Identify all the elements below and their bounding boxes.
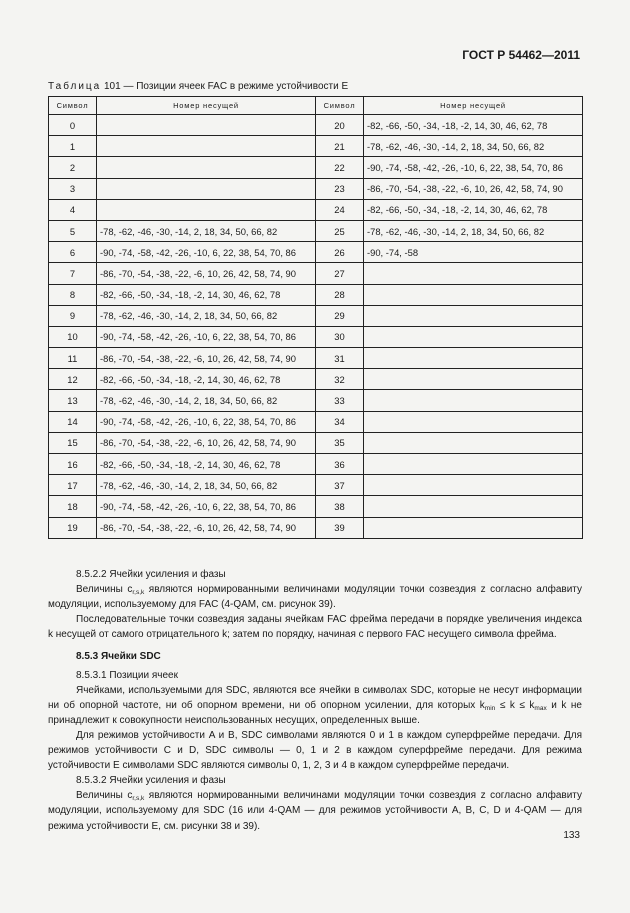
table-row xyxy=(49,136,583,157)
symbol-cell: 27 xyxy=(316,263,364,284)
carrier-cell: -78, -62, -46, -30, -14, 2, 18, 34, 50, 66, 82 xyxy=(97,390,316,411)
carrier-cell: -82, -66, -50, -34, -18, -2, 14, 30, 46, 62, 78 xyxy=(97,369,316,390)
table-row xyxy=(49,178,583,199)
symbol-cell: 35 xyxy=(316,432,364,453)
section-853-title: 8.5.3 Ячейки SDC xyxy=(76,651,161,663)
carrier-cell xyxy=(364,517,583,538)
symbol-cell: 21 xyxy=(316,136,364,157)
symbol-cell: 25 xyxy=(316,220,364,241)
carrier-cell xyxy=(364,475,583,496)
symbol-cell: 14 xyxy=(49,411,97,432)
carrier-cell xyxy=(364,263,583,284)
document-id: ГОСТ Р 54462—2011 xyxy=(462,48,580,62)
fac-positions-table xyxy=(48,96,583,539)
carrier-cell xyxy=(364,496,583,517)
table-row xyxy=(49,454,583,475)
text-fragment: Величины c xyxy=(76,790,133,802)
symbol-cell: 31 xyxy=(316,348,364,369)
table-row xyxy=(49,115,583,136)
symbol-cell: 12 xyxy=(49,369,97,390)
symbol-cell: 28 xyxy=(316,284,364,305)
text-fragment: ≤ k ≤ k xyxy=(495,699,535,711)
table-row xyxy=(49,432,583,453)
carrier-cell xyxy=(364,305,583,326)
carrier-cell xyxy=(97,199,316,220)
carrier-cell xyxy=(364,390,583,411)
subscript: min xyxy=(484,704,496,712)
carrier-cell xyxy=(97,157,316,178)
body-text xyxy=(48,567,582,834)
carrier-cell xyxy=(364,432,583,453)
text-fragment: и k не принадлежит к совокупности неиспользованных несущих, определенных выше. xyxy=(48,699,582,726)
header-symbol-right: Символ xyxy=(316,97,364,115)
carrier-cell xyxy=(97,136,316,157)
symbol-cell: 7 xyxy=(49,263,97,284)
carrier-cell xyxy=(364,326,583,347)
symbol-cell: 34 xyxy=(316,411,364,432)
symbol-cell: 2 xyxy=(49,157,97,178)
carrier-cell: -90, -74, -58 xyxy=(364,242,583,263)
symbol-cell: 5 xyxy=(49,220,97,241)
section-8531-title: 8.5.3.1 Позиции ячеек xyxy=(76,669,178,681)
symbol-cell: 26 xyxy=(316,242,364,263)
symbol-cell: 4 xyxy=(49,199,97,220)
symbol-cell: 29 xyxy=(316,305,364,326)
text-fragment: являются нормированными величинами модуляции точки созвездия z согласно алфавиту модуляции, используемому для FAC (4-QAM, см. рисунок 39). xyxy=(48,584,582,611)
table-row xyxy=(49,496,583,517)
carrier-cell: -90, -74, -58, -42, -26, -10, 6, 22, 38, 54, 70, 86 xyxy=(97,326,316,347)
carrier-cell: -90, -74, -58, -42, -26, -10, 6, 22, 38, 54, 70, 86 xyxy=(97,411,316,432)
table-row xyxy=(49,475,583,496)
carrier-cell: -86, -70, -54, -38, -22, -6, 10, 26, 42, 58, 74, 90 xyxy=(97,348,316,369)
symbol-cell: 6 xyxy=(49,242,97,263)
carrier-cell: -82, -66, -50, -34, -18, -2, 14, 30, 46, 62, 78 xyxy=(364,115,583,136)
symbol-cell: 8 xyxy=(49,284,97,305)
table-caption-label: Таблица xyxy=(48,81,102,92)
carrier-cell: -78, -62, -46, -30, -14, 2, 18, 34, 50, 66, 82 xyxy=(97,475,316,496)
symbol-cell: 0 xyxy=(49,115,97,136)
subscript: max xyxy=(534,704,547,712)
carrier-cell: -86, -70, -54, -38, -22, -6, 10, 26, 42, 58, 74, 90 xyxy=(364,178,583,199)
carrier-cell xyxy=(97,178,316,199)
symbol-cell: 20 xyxy=(316,115,364,136)
table-row xyxy=(49,220,583,241)
carrier-cell: -78, -62, -46, -30, -14, 2, 18, 34, 50, 66, 82 xyxy=(97,220,316,241)
symbol-cell: 39 xyxy=(316,517,364,538)
carrier-cell: -82, -66, -50, -34, -18, -2, 14, 30, 46, 62, 78 xyxy=(97,454,316,475)
section-8522-paragraph-2: Последовательные точки созвездия заданы ячейкам FAC фрейма передачи в порядке увеличения индекса k несущей от самого отрицательного k; затем по порядку, начиная с первого FAC несущего символа фрейма. xyxy=(48,614,582,641)
symbol-cell: 3 xyxy=(49,178,97,199)
table-row xyxy=(49,326,583,347)
symbol-cell: 1 xyxy=(49,136,97,157)
table-row xyxy=(49,157,583,178)
section-8532-paragraph-1 xyxy=(48,788,582,833)
header-carrier-left: Номер несущей xyxy=(97,97,316,115)
table-row xyxy=(49,242,583,263)
symbol-cell: 13 xyxy=(49,390,97,411)
carrier-cell: -82, -66, -50, -34, -18, -2, 14, 30, 46, 62, 78 xyxy=(97,284,316,305)
carrier-cell: -86, -70, -54, -38, -22, -6, 10, 26, 42, 58, 74, 90 xyxy=(97,263,316,284)
carrier-cell: -78, -62, -46, -30, -14, 2, 18, 34, 50, 66, 82 xyxy=(364,136,583,157)
carrier-cell xyxy=(364,348,583,369)
carrier-cell xyxy=(97,115,316,136)
symbol-cell: 24 xyxy=(316,199,364,220)
symbol-cell: 22 xyxy=(316,157,364,178)
table-row xyxy=(49,284,583,305)
symbol-cell: 19 xyxy=(49,517,97,538)
carrier-cell: -90, -74, -58, -42, -26, -10, 6, 22, 38, 54, 70, 86 xyxy=(97,242,316,263)
header-symbol-left: Символ xyxy=(49,97,97,115)
symbol-cell: 9 xyxy=(49,305,97,326)
table-row xyxy=(49,199,583,220)
carrier-cell xyxy=(364,454,583,475)
table-caption xyxy=(48,81,348,92)
table-caption-text: 101 — Позиции ячеек FAC в режиме устойчивости E xyxy=(104,81,349,92)
page-number: 133 xyxy=(563,830,580,841)
text-fragment: являются нормированными величинами модуляции точки созвездия z согласно алфавиту модуляции, используемому для SDC (16 или 4-QAM — для режимов устойчивости A, B, C, D и 4-QAM — для режима устойчивости E, см. рисунки 38 и 39). xyxy=(48,790,582,832)
carrier-cell xyxy=(364,284,583,305)
header-carrier-right: Номер несущей xyxy=(364,97,583,115)
symbol-cell: 10 xyxy=(49,326,97,347)
text-fragment: Величины c xyxy=(76,584,133,596)
symbol-cell: 38 xyxy=(316,496,364,517)
symbol-cell: 33 xyxy=(316,390,364,411)
carrier-cell: -90, -74, -58, -42, -26, -10, 6, 22, 38, 54, 70, 86 xyxy=(364,157,583,178)
symbol-cell: 16 xyxy=(49,454,97,475)
carrier-cell: -78, -62, -46, -30, -14, 2, 18, 34, 50, 66, 82 xyxy=(364,220,583,241)
table-row xyxy=(49,263,583,284)
symbol-cell: 23 xyxy=(316,178,364,199)
symbol-cell: 30 xyxy=(316,326,364,347)
carrier-cell: -90, -74, -58, -42, -26, -10, 6, 22, 38, 54, 70, 86 xyxy=(97,496,316,517)
table-row xyxy=(49,369,583,390)
symbol-cell: 32 xyxy=(316,369,364,390)
symbol-cell: 17 xyxy=(49,475,97,496)
table-row xyxy=(49,305,583,326)
section-8522-paragraph-1 xyxy=(48,582,582,612)
symbol-cell: 11 xyxy=(49,348,97,369)
text-fragment: Ячейками, используемыми для SDC, являются все ячейки в символах SDC, которые не несут информации ни об опорной частоте, ни об опорном времени, ни об опорном усилении, для которых k xyxy=(48,684,582,711)
carrier-cell xyxy=(364,411,583,432)
table-row xyxy=(49,348,583,369)
symbol-cell: 37 xyxy=(316,475,364,496)
subscript: r,s,k xyxy=(132,589,145,597)
symbol-cell: 15 xyxy=(49,432,97,453)
carrier-cell xyxy=(364,369,583,390)
carrier-cell: -86, -70, -54, -38, -22, -6, 10, 26, 42, 58, 74, 90 xyxy=(97,517,316,538)
table-row xyxy=(49,411,583,432)
symbol-cell: 36 xyxy=(316,454,364,475)
table-row xyxy=(49,517,583,538)
carrier-cell: -86, -70, -54, -38, -22, -6, 10, 26, 42, 58, 74, 90 xyxy=(97,432,316,453)
section-8531-paragraph-2: Для режимов устойчивости A и B, SDC символами являются 0 и 1 в каждом суперфрейме передачи. Для режимов устойчивости C и D, SDC символы — 0, 1 и 2 в каждом суперфрейме передачи. Для режима устойчивости E символами SDC являются символы 0, 1, 2, 3 и 4 в каждом суперфрейме передачи. xyxy=(48,729,582,772)
carrier-cell: -78, -62, -46, -30, -14, 2, 18, 34, 50, 66, 82 xyxy=(97,305,316,326)
table-row xyxy=(49,390,583,411)
subscript: r,s,k xyxy=(132,795,145,803)
table-header-row xyxy=(49,97,583,115)
section-8532-title: 8.5.3.2 Ячейки усиления и фазы xyxy=(76,775,226,787)
symbol-cell: 18 xyxy=(49,496,97,517)
section-8531-paragraph-1 xyxy=(48,683,582,728)
carrier-cell: -82, -66, -50, -34, -18, -2, 14, 30, 46, 62, 78 xyxy=(364,199,583,220)
section-8522-title: 8.5.2.2 Ячейки усиления и фазы xyxy=(76,569,226,580)
